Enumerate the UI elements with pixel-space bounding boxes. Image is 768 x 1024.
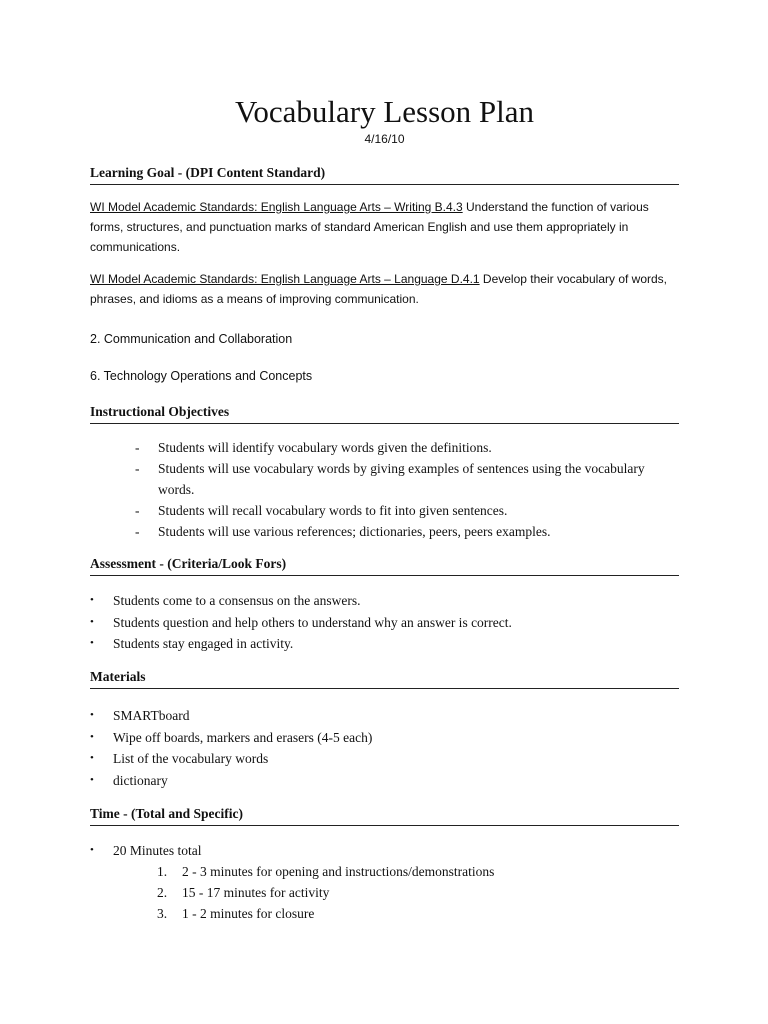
- document-title: Vocabulary Lesson Plan: [234, 94, 535, 129]
- standard-writing-ref: WI Model Academic Standards: English Language Arts – Writing B.4.3: [90, 200, 463, 214]
- list-item: [90, 612, 679, 634]
- list-item: [90, 861, 679, 882]
- bullet-marker: •: [90, 637, 94, 649]
- list-item: [90, 770, 679, 792]
- list-item: [90, 590, 679, 612]
- step-number: 2.: [157, 885, 168, 900]
- step-text: 1 - 2 minutes for closure: [182, 906, 315, 921]
- list-item: [90, 437, 679, 458]
- learning-goal-heading: Learning Goal - (DPI Content Standard): [90, 164, 679, 185]
- time-total-text: 20 Minutes total: [113, 843, 202, 858]
- list-item: [90, 705, 679, 727]
- list-item: [90, 727, 679, 749]
- assessment-text: Students stay engaged in activity.: [113, 636, 294, 651]
- bullet-marker: •: [90, 709, 94, 721]
- material-text: dictionary: [113, 772, 168, 788]
- objective-text: Students will use various references; dictionaries, peers, peers examples.: [158, 524, 551, 539]
- list-item: [90, 748, 679, 770]
- assessment-text: Students question and help others to understand why an answer is correct.: [113, 614, 512, 630]
- communication-collaboration-item: 2. Communication and Collaboration: [90, 332, 293, 346]
- step-number: 3.: [157, 906, 168, 921]
- materials-list: [90, 705, 679, 791]
- objective-text: Students will use vocabulary words by giving examples of sentences using the vocabulary words.: [158, 461, 645, 497]
- list-item: [90, 903, 679, 924]
- list-item: [90, 458, 679, 500]
- time-total-list: [90, 840, 679, 862]
- assessment-heading: Assessment - (Criteria/Look Fors): [90, 555, 679, 576]
- assessment-list: [90, 590, 679, 655]
- assessment-text: Students come to a consensus on the answers.: [113, 593, 361, 608]
- list-item: [90, 882, 679, 903]
- bullet-marker: •: [90, 773, 94, 786]
- material-text: List of the vocabulary words: [113, 751, 269, 766]
- material-text: SMARTboard: [113, 708, 190, 723]
- technology-operations-item: 6. Technology Operations and Concepts: [90, 369, 313, 383]
- objective-text: Students will identify vocabulary words given the definitions.: [158, 440, 492, 455]
- dash-marker: -: [135, 503, 140, 518]
- materials-heading: Materials: [90, 668, 679, 689]
- step-number: 1.: [157, 864, 168, 879]
- time-steps-list: [90, 861, 679, 924]
- time-heading: Time - (Total and Specific): [90, 805, 679, 826]
- bullet-marker: •: [90, 730, 94, 743]
- standard-language-paragraph: [90, 269, 679, 309]
- step-text: 2 - 3 minutes for opening and instructions/demonstrations: [182, 864, 495, 879]
- list-item: [90, 521, 679, 542]
- standard-writing-paragraph: [90, 197, 679, 257]
- objectives-list: [90, 437, 679, 542]
- bullet-marker: •: [90, 844, 94, 856]
- bullet-marker: •: [90, 594, 94, 606]
- standard-language-ref: WI Model Academic Standards: English Language Arts – Language D.4.1: [90, 272, 480, 286]
- list-item: [90, 633, 679, 655]
- bullet-marker: •: [90, 615, 94, 628]
- list-item: [90, 840, 679, 862]
- document-date: 4/16/10: [364, 132, 405, 146]
- list-item: [90, 500, 679, 521]
- bullet-marker: •: [90, 752, 94, 764]
- dash-marker: -: [135, 524, 140, 539]
- dash-marker: -: [135, 440, 140, 455]
- dash-marker: -: [135, 461, 140, 476]
- objective-text: Students will recall vocabulary words to fit into given sentences.: [158, 503, 508, 518]
- standard-language-text: Develop their vocabulary of words, phrases, and idioms as a means of improving communication.: [90, 272, 668, 306]
- step-text: 15 - 17 minutes for activity: [182, 885, 330, 900]
- objectives-heading: Instructional Objectives: [90, 403, 679, 424]
- material-text: Wipe off boards, markers and erasers (4-5 each): [113, 729, 373, 745]
- standard-writing-text: Understand the function of various forms, structures, and punctuation marks of standard American English and use them appropriately in communications.: [90, 200, 649, 254]
